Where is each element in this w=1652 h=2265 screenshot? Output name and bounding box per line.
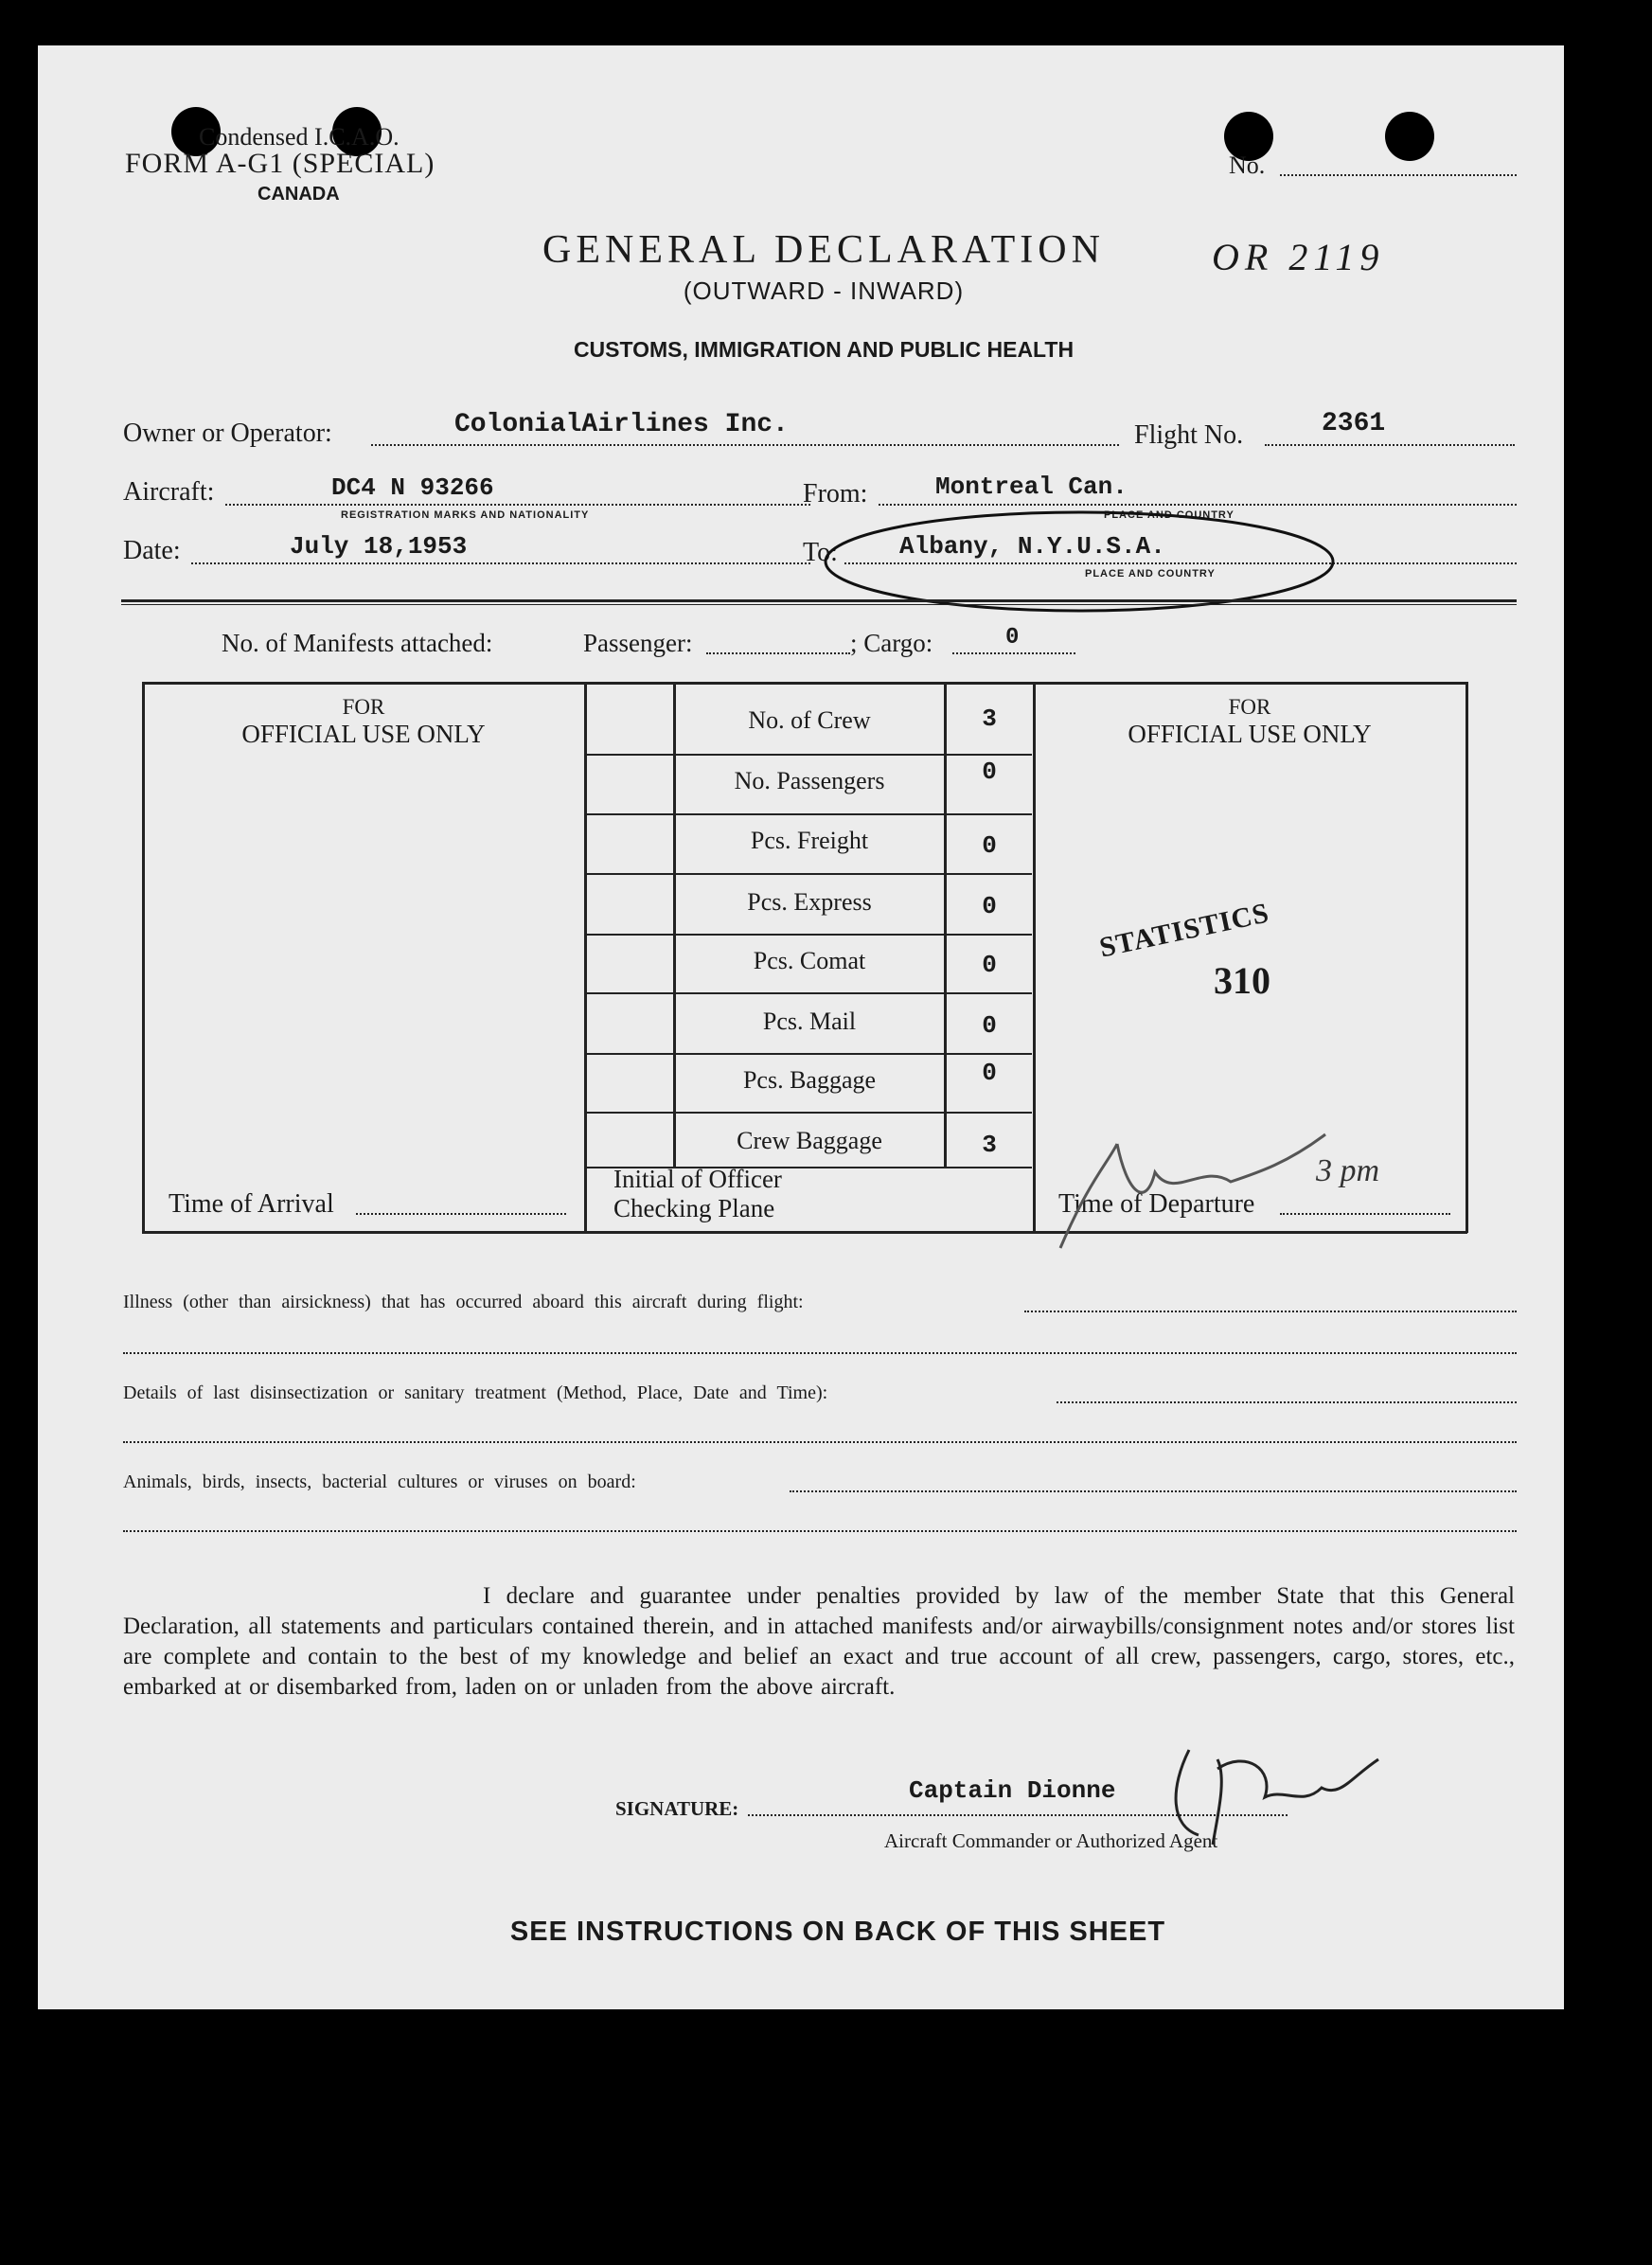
from-caption: PLACE AND COUNTRY	[1104, 509, 1235, 521]
statistics-number: 310	[1214, 959, 1270, 1002]
row-divider	[587, 1112, 1032, 1114]
owner-value[interactable]: ColonialAirlines Inc.	[454, 410, 789, 439]
official-initials-mark	[1041, 1106, 1363, 1276]
value-passengers[interactable]: 0	[982, 758, 997, 786]
statistics-stamp: STATISTICS	[1096, 897, 1272, 964]
row-label-freight: Pcs. Freight	[750, 827, 869, 854]
arrival-line[interactable]	[356, 1213, 566, 1215]
signature-label: SIGNATURE:	[615, 1797, 739, 1820]
value-crew[interactable]: 3	[982, 704, 997, 733]
cargo-manifest-line	[952, 652, 1075, 654]
row-divider	[587, 934, 1032, 936]
row-label-crew-baggage: Crew Baggage	[737, 1127, 882, 1154]
official-use-left-heading: OFFICIAL USE ONLY	[241, 720, 486, 748]
date-label: Date:	[123, 536, 181, 565]
value-express[interactable]: 0	[982, 892, 997, 920]
disinsectization-line-2[interactable]	[123, 1441, 1517, 1443]
country-label: CANADA	[258, 184, 340, 205]
aircraft-line	[225, 504, 810, 506]
passenger-manifest-label: Passenger:	[583, 629, 693, 657]
departure-value[interactable]: 3 pm	[1316, 1153, 1380, 1188]
page-subtitle: (OUTWARD - INWARD)	[683, 276, 965, 305]
to-label: To:	[803, 538, 838, 567]
illness-line[interactable]	[1024, 1311, 1517, 1312]
to-caption: PLACE AND COUNTRY	[1085, 568, 1216, 580]
row-label-crew: No. of Crew	[748, 706, 871, 734]
animals-line-2[interactable]	[123, 1530, 1517, 1532]
row-divider	[587, 1053, 1032, 1055]
flight-label: Flight No.	[1134, 420, 1244, 450]
official-use-left-for: FOR	[342, 695, 385, 719]
org-line: Condensed I.C.A.O.	[199, 123, 400, 151]
animals-label: Animals, birds, insects, bacterial cultures or viruses on board:	[123, 1471, 636, 1492]
value-freight[interactable]: 0	[982, 831, 997, 860]
number-label: No.	[1229, 152, 1266, 179]
officer-initial-line2: Checking Plane	[613, 1194, 775, 1222]
owner-label: Owner or Operator:	[123, 419, 332, 448]
row-label-mail: Pcs. Mail	[762, 1008, 857, 1035]
signer-name: Captain Dionne	[909, 1776, 1116, 1805]
manifests-label: No. of Manifests attached:	[222, 629, 493, 657]
table-border	[1033, 682, 1036, 1233]
agencies-heading: CUSTOMS, IMMIGRATION AND PUBLIC HEALTH	[573, 337, 1075, 362]
value-comat[interactable]: 0	[982, 951, 997, 979]
divider	[121, 599, 1517, 602]
value-mail[interactable]: 0	[982, 1011, 997, 1040]
row-label-baggage: Pcs. Baggage	[742, 1066, 877, 1094]
aircraft-value[interactable]: DC4 N 93266	[331, 473, 494, 502]
aircraft-caption: REGISTRATION MARKS AND NATIONALITY	[341, 509, 590, 521]
passenger-manifest-line[interactable]	[706, 652, 850, 654]
disinsectization-line[interactable]	[1057, 1401, 1517, 1403]
row-divider	[587, 813, 1032, 815]
aircraft-label: Aircraft:	[123, 477, 215, 507]
form-sheet	[38, 45, 1564, 2009]
declaration-text: I declare and guarantee under penalties provided by law of the member State that this General Declaration, all statements and particulars contained therein, and in attached manifests and/or airwaybills/consignment notes and/or stores list are complete and contain to the best of my knowledge and belief an exact and true account of all crew, passengers, cargo, stores, etc., embarked at or disembarked from, laden on or unladen from the above aircraft.	[123, 1583, 1515, 1700]
instructions-footer: SEE INSTRUCTIONS ON BACK OF THIS SHEET	[509, 1917, 1166, 1947]
illness-label: Illness (other than airsickness) that has occurred aboard this aircraft during flight:	[123, 1292, 804, 1312]
arrival-label: Time of Arrival	[169, 1189, 334, 1219]
signer-caption: Aircraft Commander or Authorized Agent	[884, 1829, 1218, 1852]
handwritten-reference: OR 2119	[1212, 236, 1385, 278]
row-label-comat: Pcs. Comat	[753, 947, 866, 974]
date-line	[191, 562, 810, 564]
from-value[interactable]: Montreal Can.	[935, 473, 1128, 501]
flight-line	[1265, 444, 1515, 446]
number-line[interactable]	[1280, 174, 1517, 176]
row-divider	[587, 992, 1032, 994]
value-baggage[interactable]: 0	[982, 1059, 997, 1087]
cargo-manifest-value[interactable]: 0	[1005, 625, 1020, 651]
to-value[interactable]: Albany, N.Y.U.S.A.	[899, 532, 1165, 561]
official-use-right-for: FOR	[1228, 695, 1271, 719]
date-value[interactable]: July 18,1953	[290, 532, 468, 561]
table-border	[1465, 682, 1468, 1233]
row-label-express: Pcs. Express	[747, 888, 872, 916]
flight-value[interactable]: 2361	[1322, 409, 1386, 438]
cargo-manifest-label: ; Cargo:	[850, 629, 933, 657]
illness-line-2[interactable]	[123, 1352, 1517, 1354]
row-divider	[587, 873, 1032, 875]
departure-label: Time of Departure	[1058, 1189, 1255, 1219]
from-label: From:	[803, 479, 868, 508]
animals-line[interactable]	[790, 1490, 1517, 1492]
divider	[121, 604, 1517, 605]
row-label-passengers: No. Passengers	[734, 767, 885, 794]
punch-hole	[1385, 112, 1434, 161]
table-border	[584, 682, 587, 1233]
row-divider	[587, 754, 1032, 756]
owner-line	[371, 444, 1119, 446]
table-border	[142, 682, 145, 1233]
disinsectization-label: Details of last disinsectization or sanitary treatment (Method, Place, Date and Time):	[123, 1382, 828, 1403]
form-id: FORM A-G1 (SPECIAL)	[125, 148, 435, 179]
page-title: GENERAL DECLARATION	[542, 228, 1105, 272]
official-use-right-heading: OFFICIAL USE ONLY	[1128, 720, 1372, 748]
value-crew-baggage[interactable]: 3	[982, 1131, 997, 1159]
officer-initial-line1: Initial of Officer	[613, 1165, 782, 1193]
officer-initial-label	[613, 1165, 782, 1223]
